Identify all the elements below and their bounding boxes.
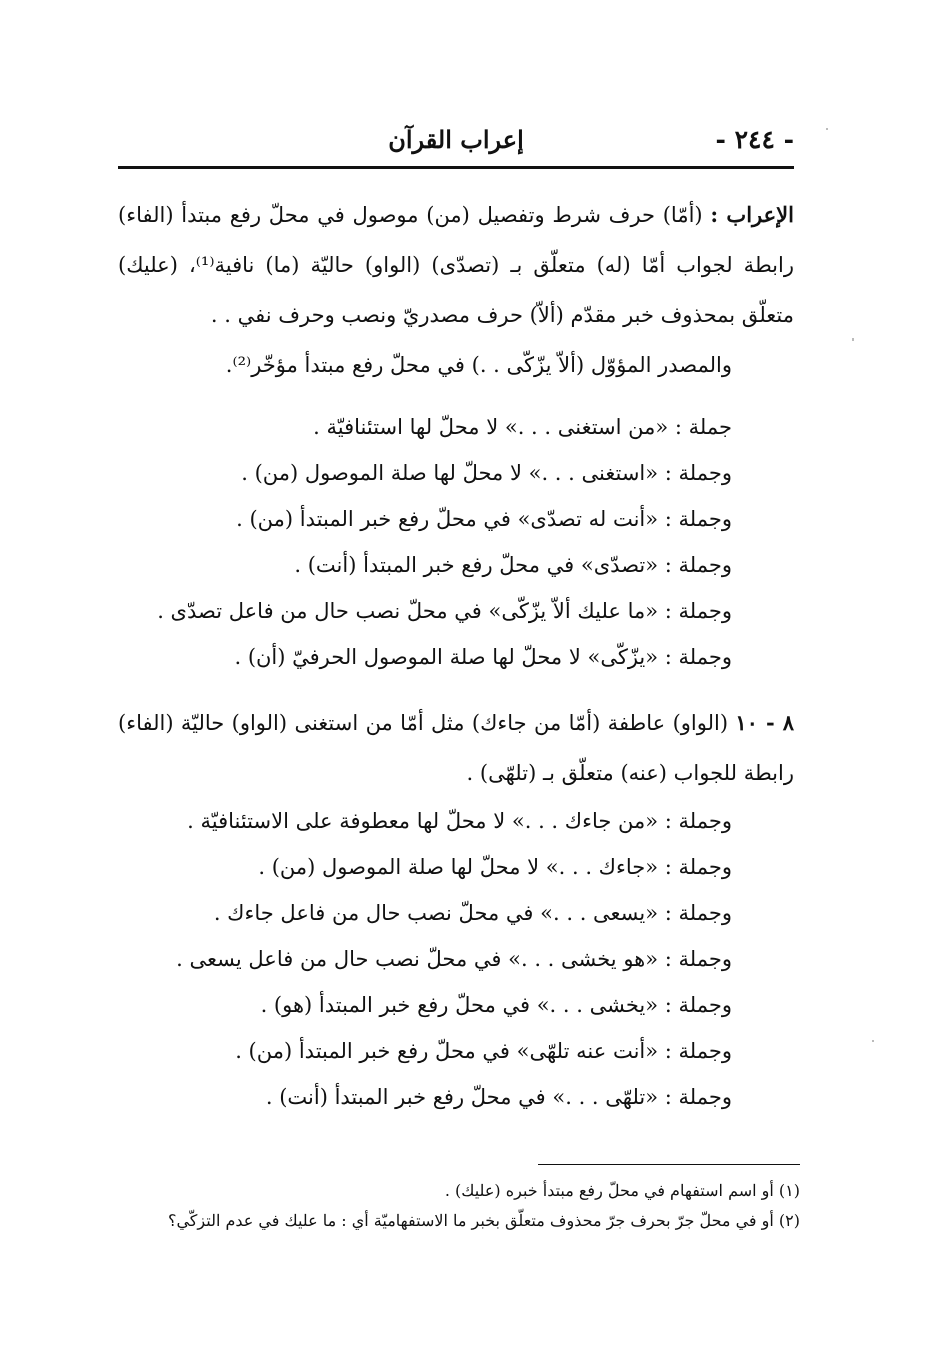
list-item: وجملة : «ما عليك ألاّ يزّكّى» في محلّ نصب حال من فاعل تصدّى . bbox=[157, 599, 732, 623]
page-number: - ٢٤٤ - bbox=[715, 125, 794, 154]
list-item: وجملة : «جاءك . . .» لا محلّ لها صلة الموصول (من) . bbox=[258, 855, 732, 879]
list-item: وجملة : «أنت له تصدّى» في محلّ رفع خبر المبتدأ (من) . bbox=[236, 507, 732, 531]
masdar-line: والمصدر المؤوّل (ألاّ يزّكّى . .) في محلّ رفع مبتدأ مؤخّر⁽²⁾. bbox=[225, 353, 732, 377]
section-paragraph bbox=[118, 698, 794, 798]
sentence-list-1 bbox=[118, 404, 794, 680]
list-item: وجملة : «يزّكّى» لا محلّ لها صلة الموصول الحرفيّ (أن) . bbox=[234, 645, 732, 669]
footnotes bbox=[112, 1176, 800, 1236]
sentence-list-2 bbox=[118, 798, 794, 1120]
scan-speck bbox=[852, 338, 854, 341]
irab-term: الإعراب : bbox=[710, 202, 794, 227]
list-item: وجملة : «من جاءك . . .» لا محلّ لها معطوفة على الاستئنافيّة . bbox=[187, 809, 732, 833]
scan-speck bbox=[872, 1040, 874, 1042]
list-item: وجملة : «يسعى . . .» في محلّ نصب حال من فاعل جاءك . bbox=[213, 901, 732, 925]
list-item: جملة : «من استغنى . . .» لا محلّ لها استئنافيّة . bbox=[313, 415, 732, 439]
scan-speck bbox=[826, 128, 828, 130]
list-item: وجملة : «يخشى . . .» في محلّ رفع خبر المبتدأ (هو) . bbox=[260, 993, 732, 1017]
list-item: وجملة : «استغنى . . .» لا محلّ لها صلة الموصول (من) . bbox=[241, 461, 732, 485]
list-item: وجملة : «تلهّى . . .» في محلّ رفع خبر المبتدأ (أنت) . bbox=[265, 1085, 732, 1109]
section-number: ٨ - ١٠ bbox=[735, 710, 794, 735]
page-header bbox=[118, 125, 794, 165]
footnote-rule bbox=[538, 1164, 800, 1165]
irab-paragraph bbox=[118, 190, 794, 340]
main-text bbox=[118, 190, 794, 1138]
footnote-2: (٢) أو في محلّ جرّ بحرف جرّ محذوف متعلّق بخبر ما الاستفهاميّة أي : ما عليك في عدم التزكّي؟ bbox=[167, 1211, 800, 1230]
header-rule bbox=[118, 166, 794, 169]
list-item: وجملة : «تصدّى» في محلّ رفع خبر المبتدأ (أنت) . bbox=[294, 553, 732, 577]
section-text: (الواو) عاطفة (أمّا من جاءك) مثل أمّا من استغنى (الواو) حاليّة (الفاء) رابطة للجواب (عنه) متعلّق بـ (تلهّى) . bbox=[118, 711, 794, 785]
running-title: إعراب القرآن bbox=[388, 125, 524, 154]
list-item: وجملة : «هو يخشى . . .» في محلّ نصب حال من فاعل يسعى . bbox=[176, 947, 732, 971]
list-item: وجملة : «أنت عنه تلهّى» في محلّ رفع خبر المبتدأ (من) . bbox=[235, 1039, 732, 1063]
footnote-1: (١) أو اسم استفهام في محلّ رفع مبتدأ خبره (عليك) . bbox=[444, 1181, 800, 1200]
irab-text: (أمّا) حرف شرط وتفصيل (من) موصول في محلّ رفع مبتدأ (الفاء) رابطة لجواب أمّا (له) متعلّق بـ (تصدّى) (الواو) حاليّة (ما) نافية⁽¹⁾، (عليك) متعلّق بمحذوف خبر مقدّم (ألاّ) حرف مصدريّ ونصب وحرف نفي . . bbox=[118, 203, 794, 327]
